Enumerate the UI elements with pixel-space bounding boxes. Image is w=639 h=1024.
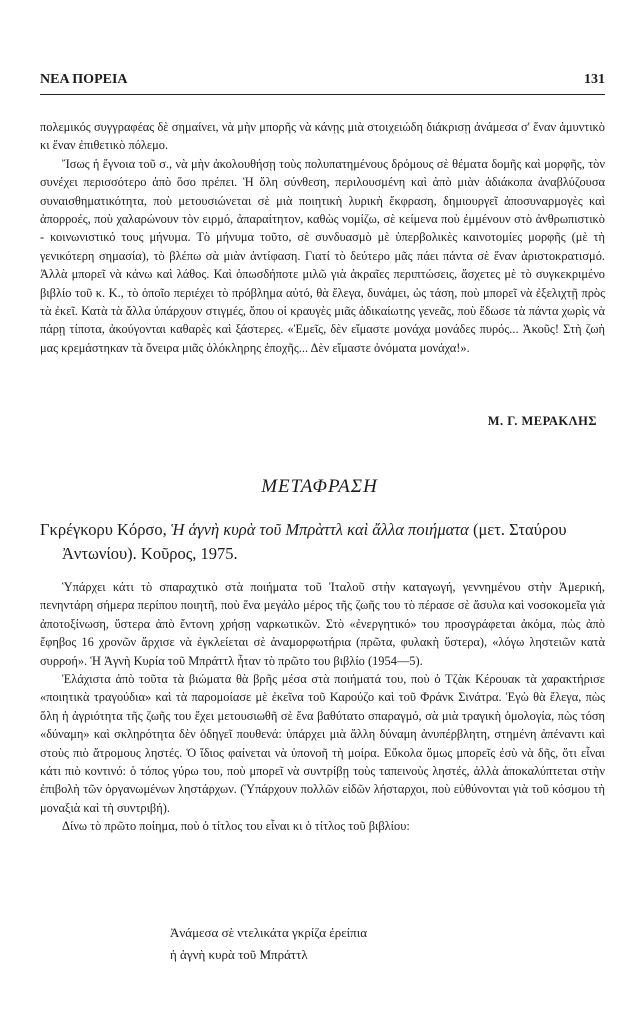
- author-signature: Μ. Γ. ΜΕΡΑΚΛΗΣ: [487, 414, 597, 428]
- section-title: ΜΕΤΑΦΡΑΣΗ: [261, 476, 378, 497]
- book-details: (μετ. Σταύρου Ἀντωνίου). Κοῦρος, 1975.: [62, 520, 567, 563]
- paragraph: Ἴσως ἡ ἔγνοια τοῦ σ., νὰ μὴν ἀκολουθήσῃ τοὺς πολυπατημένους δρόμους σὲ θέματα δομῆς καὶ μορφῆς, τὸν συνέχει περισσότερο ἀπὸ ὅσο πρέπει. Ἡ ὅλη σύνθεση, περιλουσμένη καὶ ἀπὸ μιὰν ἀδιάκοπα ἀναβλύζουσα συναισθηματικότητα, ποὺ μετουσιώνεται σὲ μιὰ ποιητικὴ λυρικὴ ἔκφραση, δημιουργεῖ ἀποσυναρμογὲς καὶ ἀπορροές, ποὺ χαλαρώνουν τὸν ειρμό, ἀπαραίτητον, καθὼς νομίζω, σὲ κείμενα ποὺ ἐμμένουν στὸ ἀνθρωπιστικὸ - κοινωνιστικό τους μήνυμα. Τὸ μήνυμα τοῦτο, σὲ συνδυασμὸ μὲ ὑπερβολικὲς καινοτομίες μορφῆς (μὲ τὴ γενικότερη σημασία), τὸ βλέπω σὰ μιὰν ἀντίφαση. Γιατί τὸ δεύτερο μᾶς πάει πάντα σὲ ἕναν ἀριστοκρατισμό. Ἀλλὰ μπορεῖ νὰ κάνω καὶ λάθος. Καὶ ὁπωσδήποτε μιλῶ γιὰ ἀκραῖες περιπτώσεις, ἄσχετες μὲ τὸ συγκεκριμένο βιβλίο τοῦ κ. Κ., τὸ ὁποῖο περιέχει τὸ πρόβλημα αὐτό, θὰ ἔλεγα, δυνάμει, ὡς τάση, ποὺ μπορεῖ νὰ ἐξελιχτῇ πρὸς τὰ ἐκεῖ. Κατὰ τὰ ἄλλα ὑπάρχουν στιγμές, ὅπου οἱ κραυγὲς μιᾶς ἀδικαίωτης γενεᾶς, ποὺ ἔδωσε τὰ πάντα χωρὶς νὰ πάρῃ τίποτα, ἀκούγονται καθαρὲς καὶ ξάστερες. «Ἐμεῖς, δὲν εἴμαστε μονάχα μονάδες πυρός... Ἀκοῦς! Στὴ ζωὴ μας κρεμάστηκαν τὰ ὄνειρα μιᾶς ὁλόκληρης ἐποχῆς... Δὲν εἴμαστε ὀνόματα μονάχα!».: [40, 156, 605, 355]
- book-author: Γκρέγκορυ Κόρσο,: [40, 520, 167, 539]
- poem-line: Ἀνάμεσα σὲ ντελικάτα γκρίζα ἐρείπια: [170, 925, 368, 940]
- paragraph: πολεμικός συγγραφέας δὲ σημαίνει, νὰ μὴν μπορῆς νὰ κάνῃς μιὰ στοιχειώδη διάκρισῃ ἀνάμεσα σ' ἕναν ἀμυντικὸ κι ἕναν ἐπιθετικὸ πόλεμο.: [40, 120, 605, 153]
- paragraph: Ἐλάχιστα ἀπὸ τοῦτα τὰ βιώματα θὰ βρῆς μέσα στὰ ποιήματά του, ποὺ ὁ Τζὰκ Κέρουακ τὰ χαρακτήρισε «ποιητικὰ τραγούδια» καὶ τὰ παρομοίασε μὲ ἐκεῖνα τοῦ Καρούζο καὶ τοῦ Φράνκ Σινάτρα. Ἐγὼ θὰ ἔλεγα, πὼς ὅλη ἡ ἀγριότητα τῆς ζωῆς του ἔχει μετουσιωθῆ σὲ ἕνα βαθύτατο σπαραγμό, σὰ μιὰ τραγικὴ ὁμολογία, πὼς τόση «δύναμη» καὶ σκληρότητα δὲν ὁδηγεῖ πουθενά: ὑπάρχει μιὰ ἄλλη δύναμη ἀνυπέρβλητη, στημένη ἀπέναντι καὶ στοὺς πιὸ ἄτρομους ληστές. Ὁ ἴδιος φαίνεται νὰ ὑπονοῆ τὴ μοίρα. Εὔκολα ὅμως μπορεῖς ἐσὺ νὰ δῆς, ὅτι εἶναι κάτι πιὸ κοντινό: ὁ τόπος γύρω του, ποὺ μπορεῖ νὰ συντρίβῃ τοὺς ταπεινοὺς ληστές, ἀλλὰ ἀποκαλύπτεται στὴν ἐπιβολὴ τῶν ὀργανωμένων ληστάρχων. (Ὑπάρχουν πολλῶν εἰδῶν λήσταρχοι, ποὺ εὐθύνονται γιὰ τοῦ κόσμου τὴ μοναξιὰ καὶ τὴ συντριβή).: [40, 672, 605, 815]
- poem-line: ἡ ἁγνὴ κυρὰ τοῦ Μπράττλ: [170, 947, 308, 962]
- paragraph: Δίνω τὸ πρῶτο ποίημα, ποὺ ὁ τίτλος του εἶναι κι ὁ τίτλος τοῦ βιβλίου:: [62, 819, 410, 834]
- book-reference: [40, 518, 605, 566]
- book-title: Ἡ ἁγνὴ κυρὰ τοῦ Μπρὰττλ καὶ ἄλλα ποιήματα: [170, 520, 469, 539]
- journal-title: ΝΕΑ ΠΟΡΕΙΑ: [40, 72, 128, 87]
- header-rule: [40, 94, 605, 95]
- page-number: 131: [584, 72, 605, 87]
- paragraph: Ὑπάρχει κάτι τὸ σπαραχτικὸ στὰ ποιήματα τοῦ Ἰταλοῦ στὴν καταγωγή, γεννημένου στὴν Ἀμερική, πενηντάρη σήμερα περίπου ποιητῆ, ποὺ ἕνα μεγάλο μέρος τῆς ζωῆς του τὸ πέρασε σὲ ἄσυλα καὶ νοσοκομεῖα γιὰ ἀποτοξίνωση, ὕστερα ἀπὸ ἔντονη χρήσῃ ναρκωτικῶν. Στὸ «ἐνεργητικό» του προσγράφεται ἀκόμα, πὼς ἀπὸ ἔφηβος 16 χρονῶν ἄρχισε νὰ ἐγκλείεται σὲ ἀναμορφωτήρια (πρῶτα, φυλακὴ ὕστερα), «λόγω ληστειῶν κατὰ συρροή». Ἡ Ἁγνὴ Κυρία τοῦ Μπράττλ ἦταν τὸ πρῶτο του βιβλίο (1954—5).: [40, 580, 605, 668]
- poem-excerpt: [170, 922, 367, 966]
- review-text: [40, 118, 605, 357]
- running-header: [40, 72, 605, 92]
- translation-review-text: [40, 578, 605, 836]
